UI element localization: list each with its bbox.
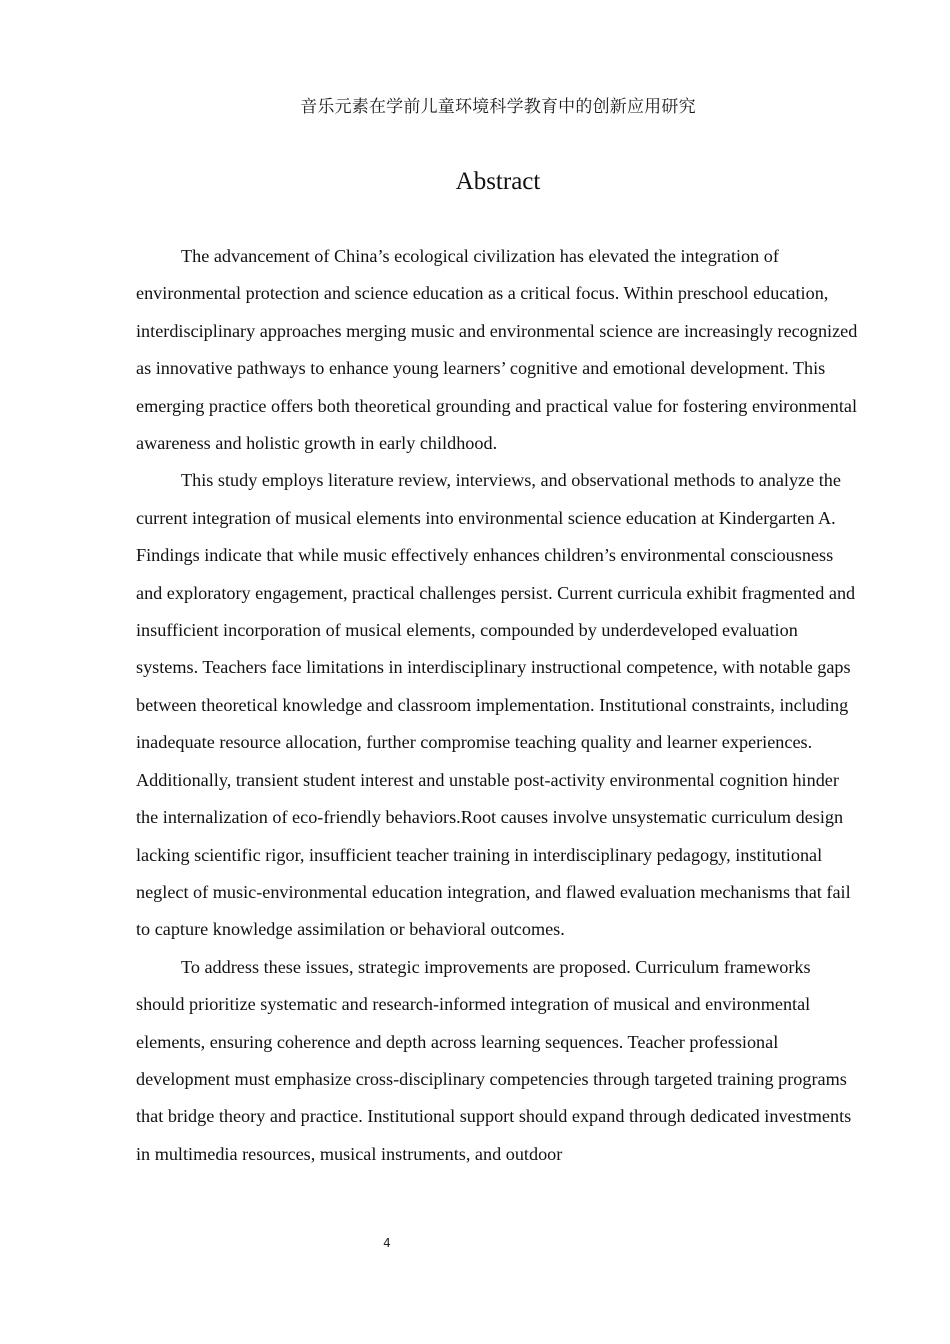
abstract-paragraph: The advancement of China’s ecological civilization has elevated the integration of environmental protection and science education as a critical focus. Within preschool education, interdisciplinary approaches merging music and environmental science are increasingly recognized as innovative pathways to enhance young learners’ cognitive and emotional development. This emerging practice offers both theoretical grounding and practical value for fostering environmental awareness and holistic growth in early childhood. <box>136 246 858 454</box>
page-number: 4 <box>383 1236 391 1250</box>
running-header: 音乐元素在学前儿童环境科学教育中的创新应用研究 <box>300 97 696 117</box>
page-title: Abstract <box>455 168 541 195</box>
abstract-body <box>136 238 862 1173</box>
abstract-paragraph: To address these issues, strategic improvements are proposed. Curriculum frameworks should prioritize systematic and research-informed integration of musical and environmental elements, ensuring coherence and depth across learning sequences. Teacher professional development must emphasize cross-disciplinary competencies through targeted training programs that bridge theory and practice. Institutional support should expand through dedicated investments in multimedia resources, musical instruments, and outdoor <box>136 956 852 1164</box>
abstract-paragraph: This study employs literature review, interviews, and observational methods to analyze the current integration of musical elements into environmental science education at Kindergarten A. Findings indicate that while music effectively enhances children’s environmental consciousness and exploratory engagement, practical challenges persist. Current curricula exhibit fragmented and insufficient incorporation of musical elements, compounded by underdeveloped evaluation systems. Teachers face limitations in interdisciplinary instructional competence, with notable gaps between theoretical knowledge and classroom implementation. Institutional constraints, including inadequate resource allocation, further compromise teaching quality and learner experiences. Additionally, transient student interest and unstable post-activity environmental cognition hinder the internalization of eco-friendly behaviors.Root causes involve unsystematic curriculum design lacking scientific rigor, insufficient teacher training in interdisciplinary pedagogy, institutional neglect of music-environmental education integration, and flawed evaluation mechanisms that fail to capture knowledge assimilation or behavioral outcomes. <box>136 470 856 940</box>
